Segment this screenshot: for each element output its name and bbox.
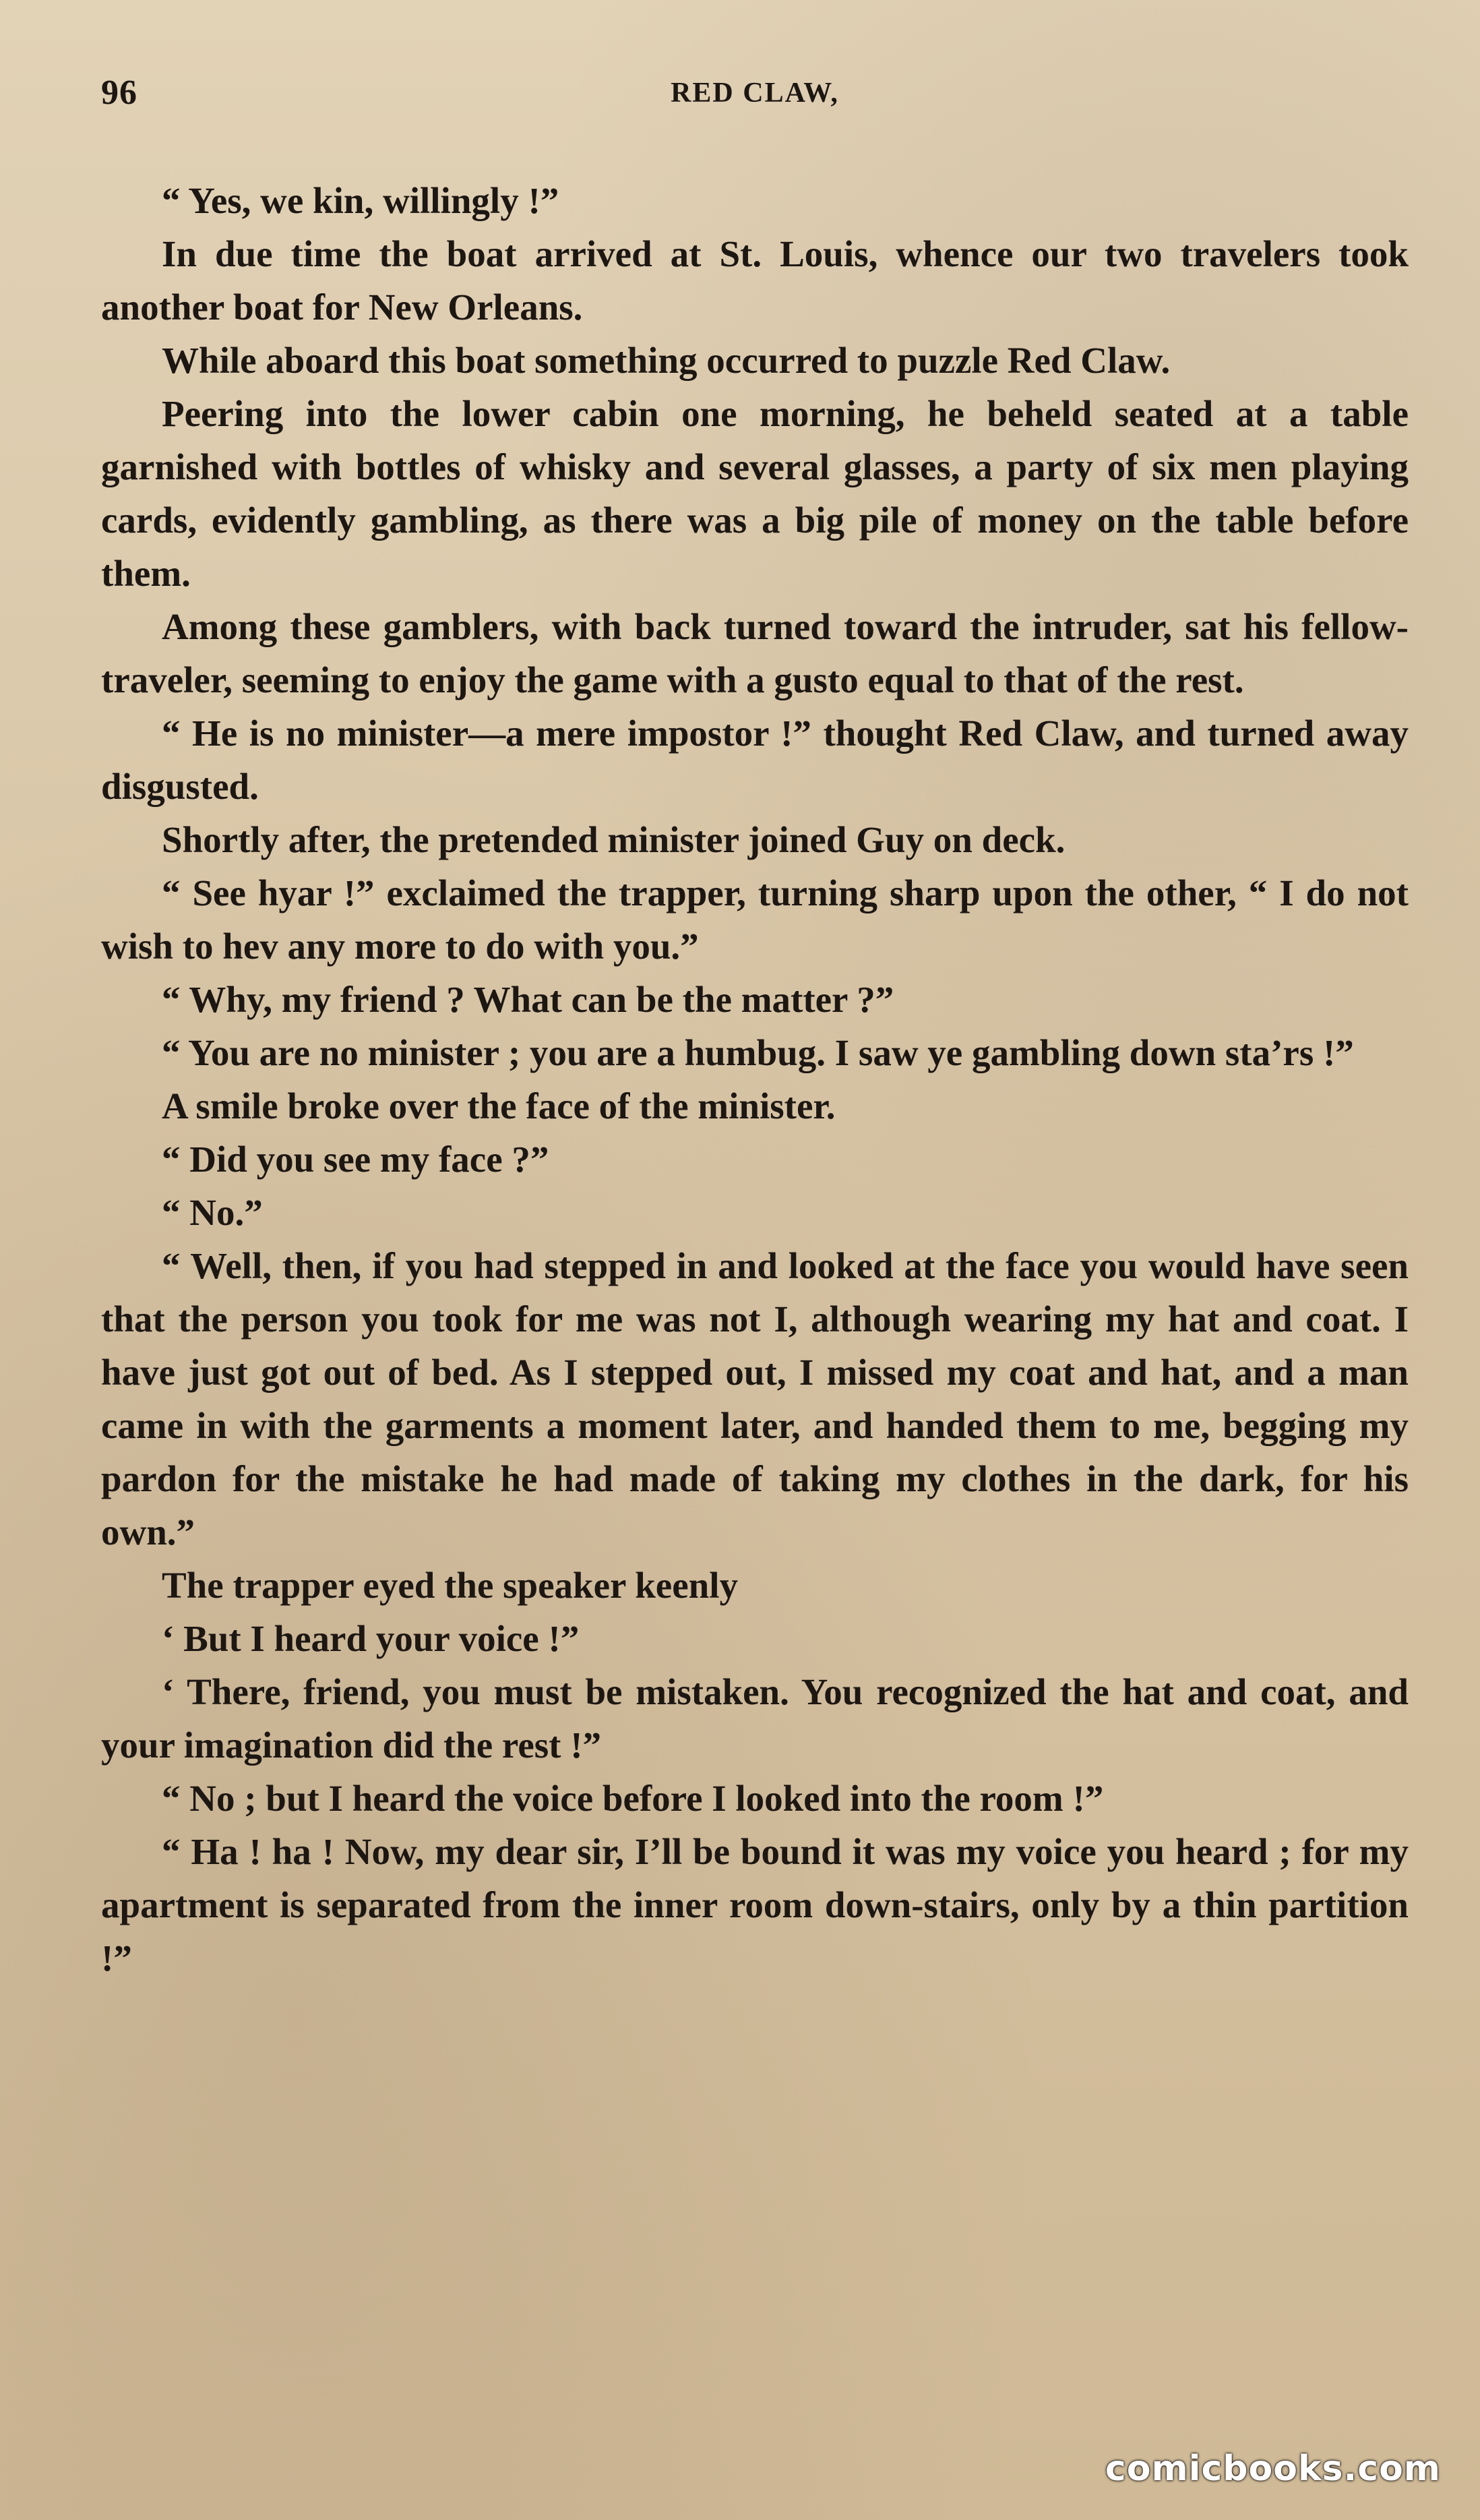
paragraph: In due time the boat arrived at St. Louis, whence our two travelers took another boat for New Orleans. <box>101 233 1409 328</box>
paragraph: Among these gamblers, with back turned toward the intruder, sat his fellow-traveler, seeming to enjoy the game with a gusto equal to that of the rest. <box>101 606 1409 700</box>
paragraph: “ Well, then, if you had stepped in and looked at the face you would have seen that the person you took for me was not I, although wearing my hat and coat. I have just got out of bed. As I stepped out, I missed my coat and hat, and a man came in with the garments a moment later, and handed them to me, begging my pardon for the mistake he had made of taking my clothes in the dark, for his own.” <box>101 1245 1409 1553</box>
paragraph: “ He is no minister—a mere impostor !” thought Red Claw, and turned away disgusted. <box>101 713 1409 807</box>
page-number: 96 <box>101 73 137 112</box>
body-text <box>101 174 1409 1985</box>
paragraph: Peering into the lower cabin one morning, he beheld seated at a table garnished with bottles of whisky and several glasses, a party of six men playing cards, evidently gambling, as there was a big pile of money on the table before them. <box>101 393 1409 594</box>
paragraph: A smile broke over the face of the minister. <box>162 1085 836 1127</box>
page-header <box>101 73 1409 127</box>
paragraph: The trapper eyed the speaker keenly <box>162 1565 738 1606</box>
watermark: comicbooks.com <box>1105 2449 1441 2489</box>
paragraph: “ No ; but I heard the voice before I looked into the room !” <box>162 1778 1104 1819</box>
paragraph: ‘ But I heard your voice !” <box>162 1618 580 1659</box>
paragraph: “ Ha ! ha ! Now, my dear sir, I’ll be bound it was my voice you heard ; for my apartment is separated from the inner room down-stairs, only by a thin partition !” <box>101 1831 1409 1979</box>
paragraph: Shortly after, the pretended minister joined Guy on deck. <box>162 819 1066 860</box>
paragraph: While aboard this boat something occurred to puzzle Red Claw. <box>162 340 1171 381</box>
paragraph: “ Did you see my face ?” <box>162 1139 549 1180</box>
paragraph: “ You are no minister ; you are a humbug. I saw ye gambling down sta’rs !” <box>162 1032 1354 1073</box>
paragraph: “ See hyar !” exclaimed the trapper, turning sharp upon the other, “ I do not wish to hev any more to do with you.” <box>101 872 1409 967</box>
running-title: RED CLAW, <box>671 78 839 109</box>
paragraph: “ Yes, we kin, willingly !” <box>162 180 559 221</box>
paragraph: “ No.” <box>162 1192 263 1233</box>
paragraph: ‘ There, friend, you must be mistaken. You recognized the hat and coat, and your imagination did the rest !” <box>101 1671 1409 1766</box>
paragraph: “ Why, my friend ? What can be the matter ?” <box>162 979 894 1020</box>
